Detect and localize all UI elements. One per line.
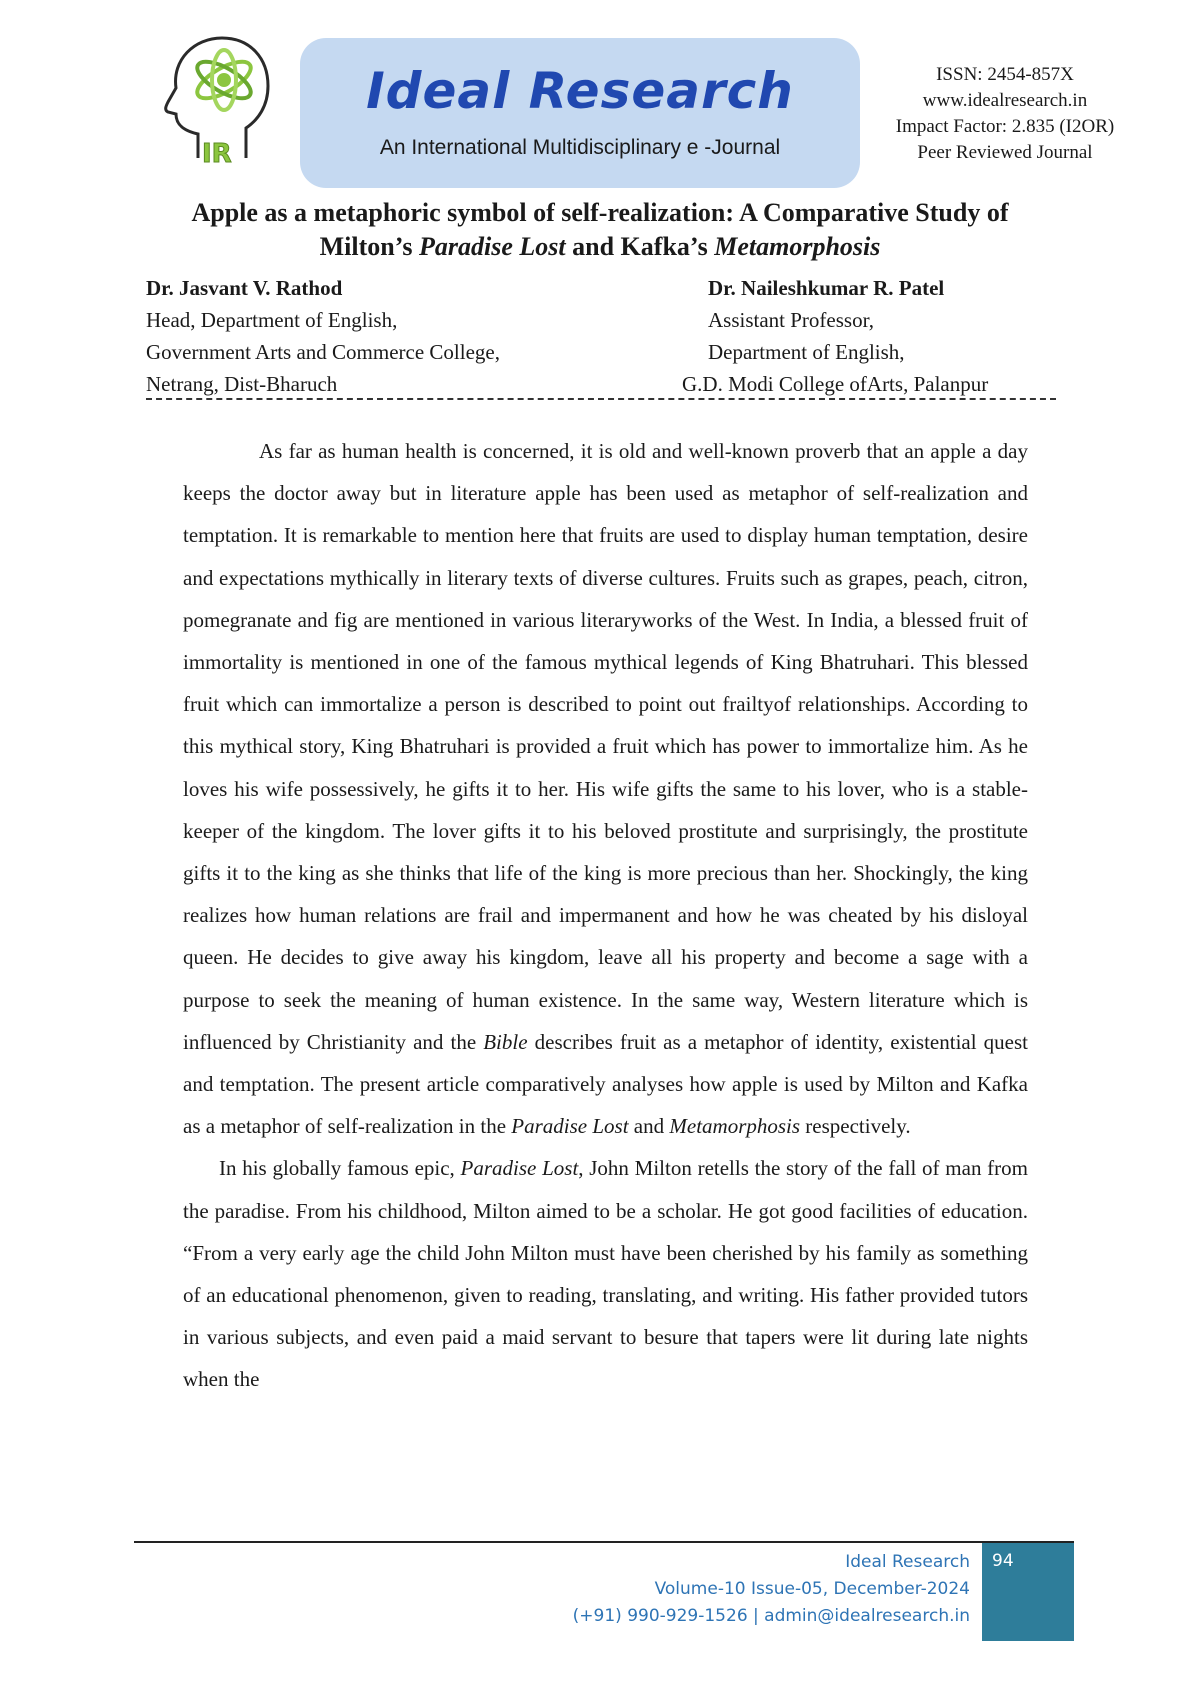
author-affiliation-line: Netrang, Dist-Bharuch [146,372,338,396]
italic-run: Bible [483,1029,528,1054]
text-run: and [628,1114,670,1139]
journal-subtitle: An International Multidisciplinary e -Journal [379,136,781,159]
author-affiliation-line: Assistant Professor, [708,308,874,332]
journal-logo [150,30,280,170]
text-run: In his globally famous epic, [219,1156,461,1181]
logo-text: IR [202,139,232,169]
paragraph [183,1147,1028,1400]
title-line-1: Apple as a metaphoric symbol of self-realization: A Comparative Study of [191,198,1009,227]
article-body [183,430,1028,1401]
author-block-2 [682,272,989,400]
journal-name: Ideal Research [366,62,794,120]
footer-info [560,1549,970,1630]
page-number: 94 [992,1551,1014,1571]
author-name: Dr. Naileshkumar R. Patel [708,276,945,300]
text-run: , John Milton retells the story of the fall of man from the paradise. From his childhood, Milton aimed to be a scholar. He got good facilities of education. “From a very early age the child John Milton must have been cherished by his family as something of an educational phenomenon, given to reading, translating, and writing. His father provided tutors in various subjects, and even paid a maid servant to besure that tapers were lit during late nights when the [183,1156,1028,1392]
peer-review-note: Peer Reviewed Journal [917,142,1093,163]
title-work-1: Paradise Lost [419,232,566,261]
author-affiliation-line: Department of English, [708,340,905,364]
footer-contact[interactable]: (+91) 990-929-1526 | admin@idealresearch.in [572,1606,970,1626]
journal-meta [870,62,1140,166]
footer-issue: Volume-10 Issue-05, December-2024 [654,1579,970,1599]
paragraph [183,430,1028,1147]
impact-factor: Impact Factor: 2.835 (I2OR) [895,116,1115,137]
text-run: respectively. [800,1114,911,1139]
article-title [130,196,1070,264]
author-affiliation-line: G.D. Modi College ofArts, Palanpur [682,372,989,396]
author-affiliation-line: Government Arts and Commerce College, [146,340,500,364]
title-line-2c: and Kafka’s [565,232,715,261]
italic-run: Metamorphosis [669,1114,801,1139]
footer-rule [134,1541,1074,1543]
italic-run: Paradise Lost [460,1156,579,1181]
title-line-2a: Milton’s [319,232,420,261]
text-run: As far as human health is concerned, it is old and well-known proverb that an apple a day keeps the doctor away but in literature apple has been used as metaphor of self-realization and temptation. It is remarkable to mention here that fruits are used to display human temptation, desire and expectations mythically in literary texts of diverse cultures. Fruits such as grapes, peach, citron, pomegranate and fig are mentioned in various literaryworks of the West. In India, a blessed fruit of immortality is mentioned in one of the famous mythical legends of King Bhatruhari. This blessed fruit which can immortalize a person is described to point out frailtyof relationships. According to this mythical story, King Bhatruhari is provided a fruit which has power to immortalize him. As he loves his wife possessively, he gifts it to her. His wife gifts the same to his lover, who is a stable-keeper of the kingdom. The lover gifts it to his beloved prostitute and surprisingly, the prostitute gifts it to the king as she thinks that life of the king is more precious than her. Shockingly, the king realizes how human relations are frail and impermanent and how he was cheated by his disloyal queen. He decides to give away his kingdom, leave all his property and become a sage with a purpose to seek the meaning of human existence. In the same way, Western literature which is influenced by Christianity and the [183,439,1028,1054]
dashed-divider [146,398,1056,400]
website-link[interactable]: www.idealresearch.in [922,90,1088,111]
issn: ISSN: 2454-857X [936,64,1074,85]
author-block-1 [146,272,500,400]
footer-journal: Ideal Research [845,1552,970,1572]
text-run: describes fruit as a metaphor of identity, existential quest and temptation. The present article comparatively analyses how apple is used by Milton and Kafka as a metaphor of self-realization in the [183,1029,1028,1139]
author-affiliation-line: Head, Department of English, [146,308,398,332]
author-name: Dr. Jasvant V. Rathod [146,276,343,300]
title-work-2: Metamorphosis [714,232,881,261]
italic-run: Paradise Lost [511,1114,629,1139]
